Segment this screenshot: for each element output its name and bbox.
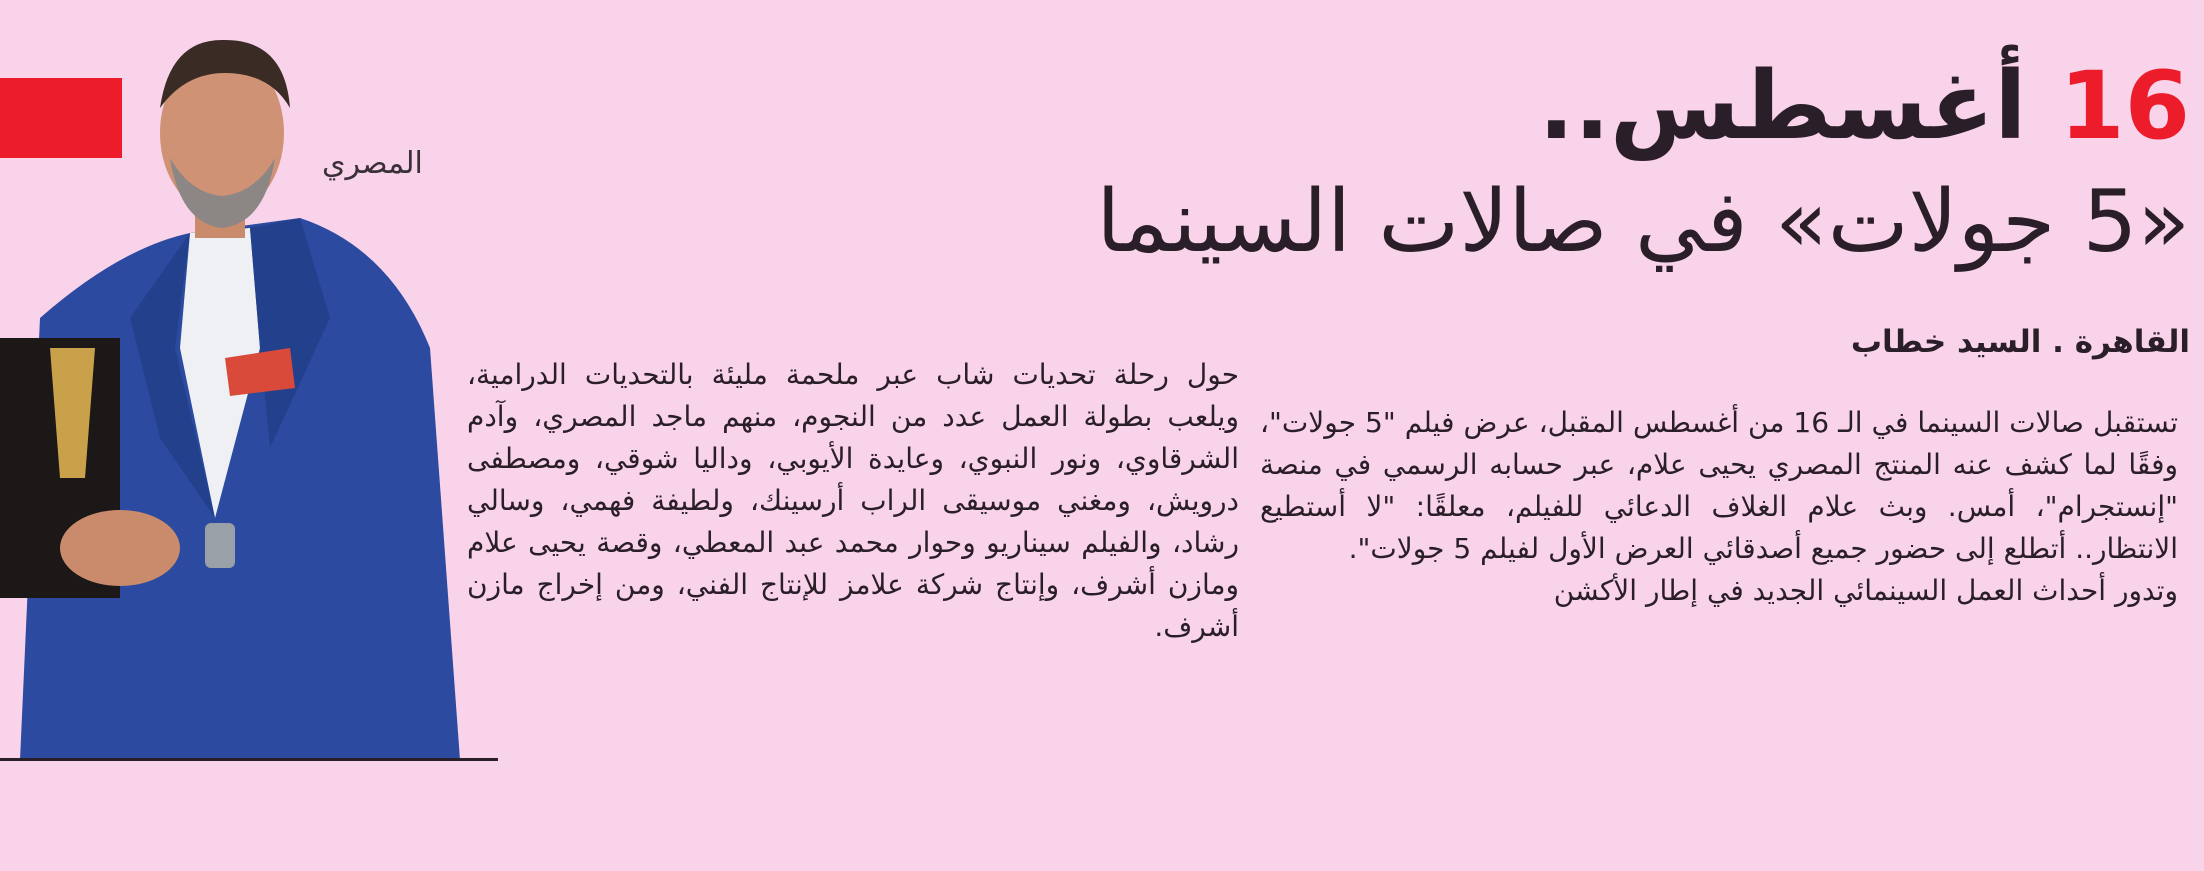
photo-credit: المصري [322,146,423,181]
headline-number: 16 [2059,52,2190,161]
headline-month: أغسطس.. [1538,52,2060,161]
headline-line2: «5 جولات» في صالات السينما [1096,172,2190,272]
article-paragraph: وتدور أحداث العمل السينمائي الجديد في إطار الأكشن [1553,574,2178,607]
article-paragraph: تستقبل صالات السينما في الـ 16 من أغسطس المقبل، عرض فيلم "5 جولات"، وفقًا لما كشف عنه المنتج المصري يحيى علام، عبر حسابه الرسمي في منصة "إنستجرام"، أمس. وبث علام الغلاف الدعائي للفيلم، معلقًا: "لا أستطيع الانتظار.. أتطلع إلى حضور جميع أصدقائي العرض الأول لفيلم 5 جولات". [1260,406,2178,565]
byline: القاهرة . السيد خطاب [1850,324,2190,360]
photo-bottom-rule [0,758,498,761]
article-column-right [1260,402,2178,612]
actor-photo [0,18,470,760]
headline [1096,52,2190,282]
headline-line1 [1096,52,2190,162]
article-paragraph: حول رحلة تحديات شاب عبر ملحمة مليئة بالتحديات الدرامية، ويلعب بطولة العمل عدد من النجوم، منهم ماجد المصري، وآدم الشرقاوي، ونور النبوي، وعايدة الأيوبي، وداليا شوقي، ومصطفى درويش، ومغني موسيقى الراب أرسينك، ولطيفة فهمي، وسالي رشاد، والفيلم سيناريو وحوار محمد عبد المعطي، وقصة يحيى علام ومازن أشرف، وإنتاج شركة علامز للإنتاج الفني، ومن إخراج مازن أشرف. [467,358,1239,643]
article-column-left [467,354,1239,648]
